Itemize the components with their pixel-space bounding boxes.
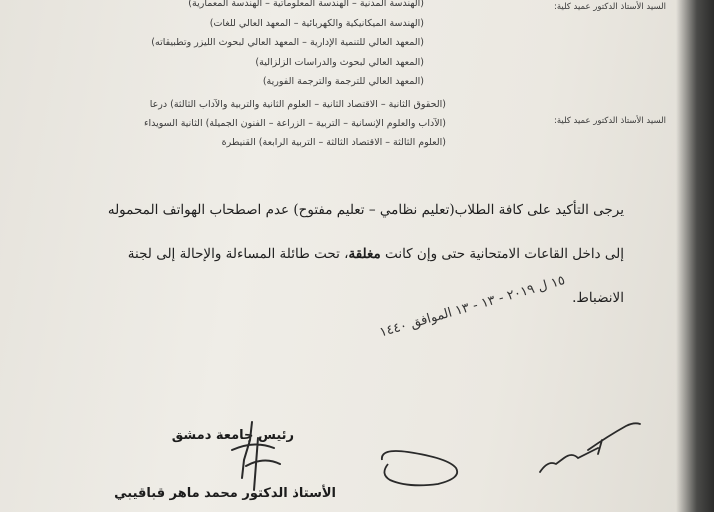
document-date: ١٥ ل ٢٠١٩ - ١٣ - ١٣ الموافق ١٤٤٠ [378, 273, 567, 341]
secondary-signature [378, 446, 478, 496]
addressee-first: السيد الأستاذ الدكتور عميد كلية: [553, 2, 666, 12]
recipient-line: (الهندسة الميكانيكية والكهربائية – المعهد العالي للغات) [209, 17, 424, 29]
page-edge-shadow [676, 0, 714, 512]
recipient-list-group-1 [124, 0, 424, 92]
recipient-line: (الحقوق الثانية – الاقتصاد الثانية – العلوم الثانية والتربية والآداب الثالثة) درعا [149, 99, 446, 110]
body-line-3: الانضباط. [572, 290, 624, 306]
recipient-line: (الهندسة المدنية – الهندسة المعلوماتية – الهندسة المعمارية) [188, 0, 424, 9]
body-line-1: يرجى التأكيد على كافة الطلاب(تعليم نظامي – تعليم مفتوح) عدم اصطحاب الهواتف المحموله [107, 202, 624, 218]
signatory-name: الأستاذ الدكتور محمد ماهر قباقيبي [114, 486, 336, 501]
initials-signature [528, 414, 648, 484]
addressee-second: السيد الأستاذ الدكتور عميد كلية: [553, 116, 666, 126]
recipient-line: (المعهد العالي للترجمة والترجمة الفورية) [262, 76, 424, 87]
recipient-line: (المعهد العالي للتنمية الإدارية – المعهد العالي لبحوث الليزر وتطبيقاته) [151, 37, 424, 48]
recipient-line: (العلوم الثالثة – الاقتصاد الثالثة – التربية الرابعة) القنيطرة [221, 137, 446, 148]
signatory-title: رئيس جامعة دمشق [171, 428, 294, 443]
recipient-line: (المعهد العالي لبحوث والدراسات الزلزالية) [255, 56, 424, 68]
body-line-2: إلى داخل القاعات الامتحانية حتى وإن كانت مغلقة، تحت طائلة المساءلة والإحالة إلى لجنة [127, 246, 624, 262]
recipient-line: (الآداب والعلوم الإنسانية – التربية – الزراعة – الفنون الجميلة) الثانية السويداء [144, 118, 446, 129]
body-emphasis-closed: مغلقة [348, 246, 381, 262]
president-signature [224, 420, 304, 500]
recipient-list-group-2 [106, 95, 446, 152]
